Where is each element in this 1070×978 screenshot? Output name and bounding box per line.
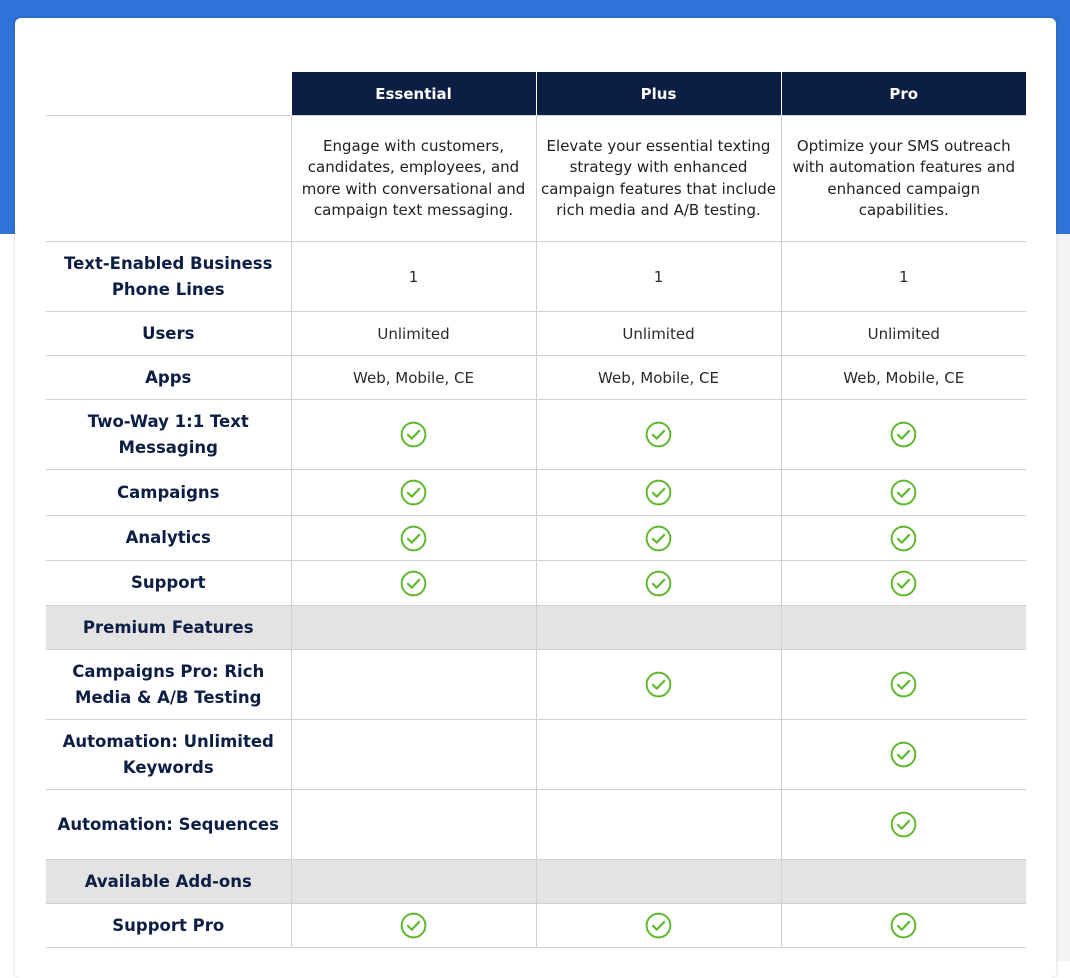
check-circle-icon (645, 570, 672, 597)
feature-value: 1 (291, 242, 536, 312)
section-row-premium-features (46, 606, 1026, 650)
check-cell (291, 720, 536, 790)
feature-label: Two-Way 1:1 Text Messaging (46, 400, 291, 470)
check-circle-icon (400, 479, 427, 506)
check-circle-icon (890, 741, 917, 768)
section-row-available-add-ons (46, 860, 1026, 904)
plan-header-pro: Pro (781, 72, 1026, 116)
check-circle-icon (645, 525, 672, 552)
feature-row-analytics (46, 516, 1026, 561)
feature-label: Automation: Sequences (46, 790, 291, 860)
check-cell (781, 904, 1026, 948)
feature-row-campaigns (46, 470, 1026, 516)
check-cell (536, 470, 781, 516)
feature-label: Apps (46, 356, 291, 400)
description-row (46, 116, 1026, 242)
check-circle-icon (400, 421, 427, 448)
description-blank-cell (46, 116, 291, 242)
section-blank-cell (781, 860, 1026, 904)
check-cell (781, 561, 1026, 606)
feature-label: Users (46, 312, 291, 356)
feature-row-automation-keywords (46, 720, 1026, 790)
check-circle-icon (890, 671, 917, 698)
feature-label: Text-Enabled Business Phone Lines (46, 242, 291, 312)
feature-row-apps (46, 356, 1026, 400)
check-cell (536, 720, 781, 790)
feature-row-users (46, 312, 1026, 356)
check-circle-icon (645, 671, 672, 698)
check-cell (291, 650, 536, 720)
section-title: Premium Features (46, 606, 291, 650)
check-circle-icon (890, 525, 917, 552)
check-circle-icon (890, 811, 917, 838)
check-circle-icon (890, 479, 917, 506)
plan-description-essential: Engage with customers, candidates, employees, and more with conversational and campaign text messaging. (291, 116, 536, 242)
feature-row-automation-sequences (46, 790, 1026, 860)
feature-label: Analytics (46, 516, 291, 561)
check-circle-icon (890, 421, 917, 448)
check-cell (291, 470, 536, 516)
check-cell (781, 400, 1026, 470)
check-circle-icon (400, 570, 427, 597)
check-cell (291, 516, 536, 561)
feature-label: Support (46, 561, 291, 606)
check-circle-icon (645, 421, 672, 448)
plan-description-plus: Elevate your essential texting strategy with enhanced campaign features that include rich media and A/B testing. (536, 116, 781, 242)
feature-row-phone-lines (46, 242, 1026, 312)
section-blank-cell (781, 606, 1026, 650)
feature-label: Campaigns (46, 470, 291, 516)
check-cell (536, 561, 781, 606)
check-cell (781, 516, 1026, 561)
plan-header-essential: Essential (291, 72, 536, 116)
check-circle-icon (400, 525, 427, 552)
feature-value: Web, Mobile, CE (781, 356, 1026, 400)
plan-header-row (46, 72, 1026, 116)
check-cell (291, 561, 536, 606)
check-circle-icon (890, 570, 917, 597)
check-cell (536, 650, 781, 720)
check-circle-icon (400, 912, 427, 939)
feature-value: 1 (781, 242, 1026, 312)
feature-value: Unlimited (536, 312, 781, 356)
feature-row-support-pro (46, 904, 1026, 948)
section-title: Available Add-ons (46, 860, 291, 904)
check-cell (291, 400, 536, 470)
page-background (1057, 234, 1070, 961)
feature-row-support (46, 561, 1026, 606)
check-cell (536, 904, 781, 948)
plan-description-pro: Optimize your SMS outreach with automation features and enhanced campaign capabilities. (781, 116, 1026, 242)
section-blank-cell (291, 860, 536, 904)
check-circle-icon (645, 912, 672, 939)
check-cell (291, 790, 536, 860)
feature-row-two-way-messaging (46, 400, 1026, 470)
plan-comparison-table (46, 72, 1026, 948)
section-blank-cell (291, 606, 536, 650)
feature-value: Web, Mobile, CE (536, 356, 781, 400)
check-cell (781, 650, 1026, 720)
check-circle-icon (890, 912, 917, 939)
feature-value: Web, Mobile, CE (291, 356, 536, 400)
header-blank-cell (46, 72, 291, 116)
plan-header-plus: Plus (536, 72, 781, 116)
feature-value: Unlimited (291, 312, 536, 356)
check-cell (781, 470, 1026, 516)
check-cell (781, 720, 1026, 790)
feature-label: Support Pro (46, 904, 291, 948)
check-cell (536, 516, 781, 561)
check-circle-icon (645, 479, 672, 506)
section-blank-cell (536, 606, 781, 650)
feature-value: Unlimited (781, 312, 1026, 356)
check-cell (536, 790, 781, 860)
feature-value: 1 (536, 242, 781, 312)
feature-label: Campaigns Pro: Rich Media & A/B Testing (46, 650, 291, 720)
section-blank-cell (536, 860, 781, 904)
check-cell (291, 904, 536, 948)
feature-label: Automation: Unlimited Keywords (46, 720, 291, 790)
feature-row-campaigns-pro (46, 650, 1026, 720)
check-cell (536, 400, 781, 470)
check-cell (781, 790, 1026, 860)
